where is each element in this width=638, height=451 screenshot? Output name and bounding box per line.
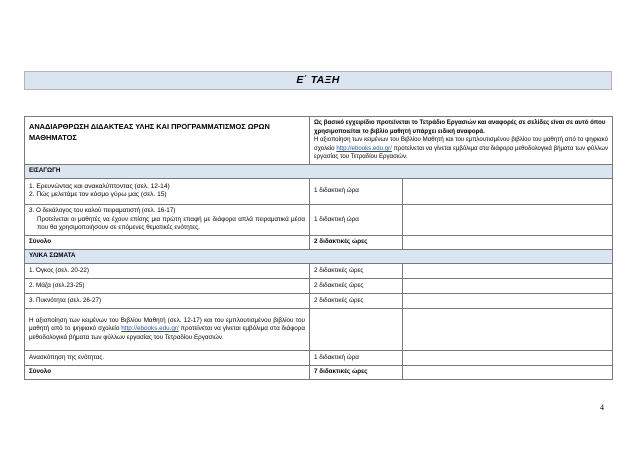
intro-text-1: Η αξιοποίηση των κειμένων του Βιβλίου Μαθητή και του εμπλουτισμένου βιβλίου του μαθητή από το ψηφιακό σχολείο: [314, 136, 609, 152]
total-hours: 7 διδακτικές ώρες: [310, 365, 403, 379]
row-notes: [403, 278, 613, 293]
row-topic: [25, 204, 310, 235]
total-label: Σύνολο: [25, 235, 310, 249]
row-topic: Ανασκόπηση της ενότητας.: [25, 350, 310, 365]
row-notes: [403, 204, 613, 235]
page-number: 4: [600, 403, 604, 412]
table-row: [25, 178, 613, 204]
section-title: ΥΛΙΚΑ ΣΩΜΑΤΑ: [25, 249, 613, 263]
row-hours: 1 διδακτική ώρα: [310, 204, 403, 235]
row-notes: [403, 178, 613, 204]
row-notes: [403, 350, 613, 365]
intro-row: [25, 117, 613, 165]
topic-line: 2. Πώς μελετάμε τον κόσμο γύρω μας (σελ. 15): [29, 191, 167, 199]
curriculum-table: [24, 116, 613, 380]
section-header-bodies: [25, 249, 613, 263]
ebooks-link[interactable]: http://ebooks.edu.gr/: [121, 325, 179, 333]
table-row: [25, 263, 613, 278]
section-title: ΕΙΣΑΓΩΓΗ: [25, 164, 613, 178]
row-topic: 3. Πυκνότητα (σελ. 26-27): [25, 293, 310, 308]
topic-note: Προτείνεται οι μαθητές να έχουν επίσης μια πρώτη επαφή με διάφορα απλά πειραματικά μέσα που θα χρησιμοποιήσουν σε επόμενες θεματικές ενότητες.: [37, 215, 305, 232]
total-row: [25, 365, 613, 379]
page-title: Ε΄ ΤΑΞΗ: [24, 71, 612, 90]
row-notes: [403, 365, 613, 379]
note-text-1: Η αξιοποίηση των κειμένων του Βιβλίου Μαθητή (σελ. 12-17) και του εμπλουτισμένου βιβλίου του μαθητή από το ψηφιακό σχολείο: [29, 316, 305, 333]
table-row: [25, 293, 613, 308]
row-hours: [310, 308, 403, 350]
total-hours: 2 διδακτικές ώρες: [310, 235, 403, 249]
topic-line: 1. Ερευνώντας και ανακαλύπτοντας (σελ. 12-14): [29, 182, 170, 190]
row-topic: 1. Όγκος (σελ. 20-22): [25, 263, 310, 278]
total-label: Σύνολο: [25, 365, 310, 379]
table-row: [25, 350, 613, 365]
intro-body-text: [314, 136, 608, 162]
table-row: [25, 204, 613, 235]
table-row: [25, 278, 613, 293]
intro-text-2: προτείνεται να γίνεται εμβόλιμα στα διάφορα μεθοδολογικά βήματα των φύλλων εργασίας του Τετραδίου Εργασιών.: [314, 144, 609, 161]
row-topic: [25, 178, 310, 204]
intro-bold-text: Ως βασικό εγχειρίδιο προτείνεται το Τετράδιο Εργασιών και αναφορές σε σελίδες είναι σε αυτό όπου χρησιμοποιείται το βιβλίο μαθητή υπάρχει ειδική αναφορά.: [314, 119, 606, 135]
topic-line: 3. Ο δεκάλογος του καλού πειραματιστή (σελ. 16-17): [29, 207, 176, 215]
note-text-2: προτείνεται να γίνεται εμβόλιμα στα διάφορα μεθοδολογικά βήματα των φύλλων εργασίας του Τετραδίου Εργασιών.: [29, 325, 305, 341]
note-text: [25, 308, 310, 350]
row-hours: 1 διδακτική ώρα: [310, 178, 403, 204]
ebooks-link[interactable]: http://ebooks.edu.gr/: [336, 144, 392, 152]
row-notes: [403, 293, 613, 308]
total-row: [25, 235, 613, 249]
section-header-intro: [25, 164, 613, 178]
intro-description: [310, 117, 613, 165]
row-hours: 1 διδακτική ώρα: [310, 350, 403, 365]
row-notes: [403, 235, 613, 249]
row-hours: 2 διδακτικές ώρες: [310, 293, 403, 308]
row-hours: 2 διδακτικές ώρες: [310, 263, 403, 278]
row-notes: [403, 263, 613, 278]
note-row: [25, 308, 613, 350]
intro-heading: ΑΝΑΔΙΑΡΘΡΩΣΗ ΔΙΔΑΚΤΕΑΣ ΥΛΗΣ ΚΑΙ ΠΡΟΓΡΑΜΜΑΤΙΣΜΟΣ ΩΡΩΝ ΜΑΘΗΜΑΤΟΣ: [25, 117, 310, 165]
row-hours: 2 διδακτικές ώρες: [310, 278, 403, 293]
row-topic: 2. Μάζα (σελ.23-25): [25, 278, 310, 293]
row-notes: [403, 308, 613, 350]
